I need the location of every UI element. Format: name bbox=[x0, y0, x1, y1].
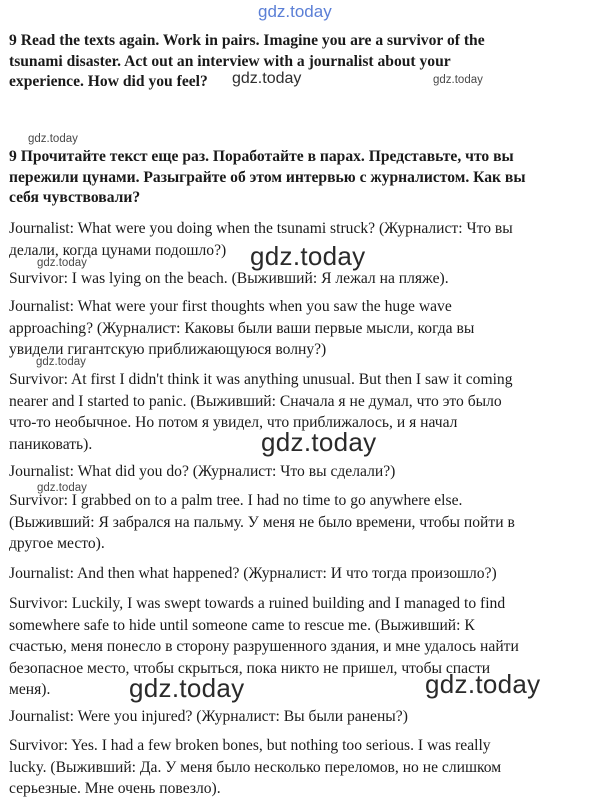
watermark: gdz.today bbox=[261, 427, 377, 457]
task-english-line: experience. How did you feel? bbox=[9, 73, 208, 90]
task-english bbox=[9, 31, 593, 93]
task-russian-line: себя чувствовали? bbox=[9, 189, 141, 206]
dialogue-line: (Выживший: Я забрался на пальму. У меня не было времени, чтобы пойти в bbox=[9, 513, 515, 531]
dialogue-line: Survivor: At first I didn't think it was anything unusual. But then I saw it coming bbox=[9, 371, 513, 388]
dialogue-line: паниковать). bbox=[9, 435, 93, 453]
task-russian-line: пережили цунами. Разыграйте об этом интервью с журналистом. Как вы bbox=[9, 168, 526, 186]
dialogue-survivor-2 bbox=[9, 369, 593, 455]
dialogue-journalist-1 bbox=[9, 218, 593, 261]
task-english-line: 9 Read the texts again. Work in pairs. Imagine you are a survivor of the bbox=[9, 32, 485, 49]
dialogue-survivor-3 bbox=[9, 490, 593, 555]
watermark: gdz.today bbox=[28, 133, 78, 145]
dialogue-survivor-5 bbox=[9, 735, 593, 800]
dialogue-line: Survivor: I was lying on the beach. (Выживший: Я лежал на пляже). bbox=[9, 270, 449, 287]
dialogue-line: делали, когда цунами подошло?) bbox=[9, 241, 227, 259]
dialogue-line: безопасное место, чтобы скрыться, пока никто не пришел, чтобы спасти bbox=[9, 659, 491, 677]
watermark: gdz.today bbox=[250, 241, 366, 271]
dialogue-line: Journalist: What were you doing when the tsunami struck? (Журналист: Что вы bbox=[9, 220, 513, 237]
dialogue-journalist-3 bbox=[9, 461, 593, 483]
dialogue-journalist-4 bbox=[9, 563, 593, 585]
task-russian-line: 9 Прочитайте текст еще раз. Поработайте в парах. Представьте, что вы bbox=[9, 148, 514, 165]
dialogue-line: Journalist: What were your first thoughts when you saw the huge wave bbox=[9, 298, 452, 315]
dialogue-journalist-5 bbox=[9, 706, 593, 728]
dialogue-line: Survivor: I grabbed on to a palm tree. I had no time to go anywhere else. bbox=[9, 492, 463, 509]
dialogue-survivor-1 bbox=[9, 268, 593, 290]
dialogue-line: Journalist: And then what happened? (Журналист: И что тогда произошло?) bbox=[9, 565, 497, 582]
dialogue-line: Survivor: Luckily, I was swept towards a ruined building and I managed to find bbox=[9, 595, 506, 612]
dialogue-line: approaching? (Журналист: Каковы были ваши первые мысли, когда вы bbox=[9, 319, 475, 337]
task-english-line: tsunami disaster. Act out an interview with a journalist about your bbox=[9, 52, 451, 70]
dialogue-line: somewhere safe to hide until someone came to rescue me. (Выживший: К bbox=[9, 616, 475, 634]
dialogue-line: Survivor: Yes. I had a few broken bones, but nothing too serious. I was really bbox=[9, 737, 491, 754]
watermark: gdz.today bbox=[37, 257, 87, 269]
dialogue-line: увидели гигантскую приближающуюся волну?) bbox=[9, 341, 327, 358]
dialogue-line: меня). bbox=[9, 681, 51, 698]
dialogue-line: что-то необычное. Но потом я увидел, что приближалось, и я начал bbox=[9, 414, 458, 431]
watermark: gdz.today bbox=[129, 673, 245, 703]
watermark: gdz.today bbox=[232, 70, 302, 87]
dialogue-line: nearer and I started to panic. (Выживший: Сначала я не думал, что это было bbox=[9, 392, 502, 410]
dialogue-line: другое место). bbox=[9, 535, 105, 552]
watermark: gdz.today bbox=[36, 356, 86, 368]
watermark: gdz.today bbox=[433, 74, 483, 86]
dialogue-line: счастью, меня понесло в сторону разрушенного здания, и мне удалось найти bbox=[9, 638, 519, 655]
dialogue-line: lucky. (Выживший: Да. У меня было несколько переломов, но не слишком bbox=[9, 758, 502, 776]
watermark: gdz.today bbox=[37, 482, 87, 494]
watermark: gdz.today bbox=[425, 669, 541, 699]
watermark-top: gdz.today bbox=[258, 2, 332, 21]
dialogue-survivor-4 bbox=[9, 593, 593, 701]
task-russian bbox=[9, 147, 593, 209]
dialogue-line: Journalist: What did you do? (Журналист: Что вы сделали?) bbox=[9, 463, 396, 480]
dialogue-journalist-2 bbox=[9, 296, 593, 361]
dialogue-line: Journalist: Were you injured? (Журналист: Вы были ранены?) bbox=[9, 708, 408, 725]
dialogue-line: серьезные. Мне очень повезло). bbox=[9, 780, 221, 797]
